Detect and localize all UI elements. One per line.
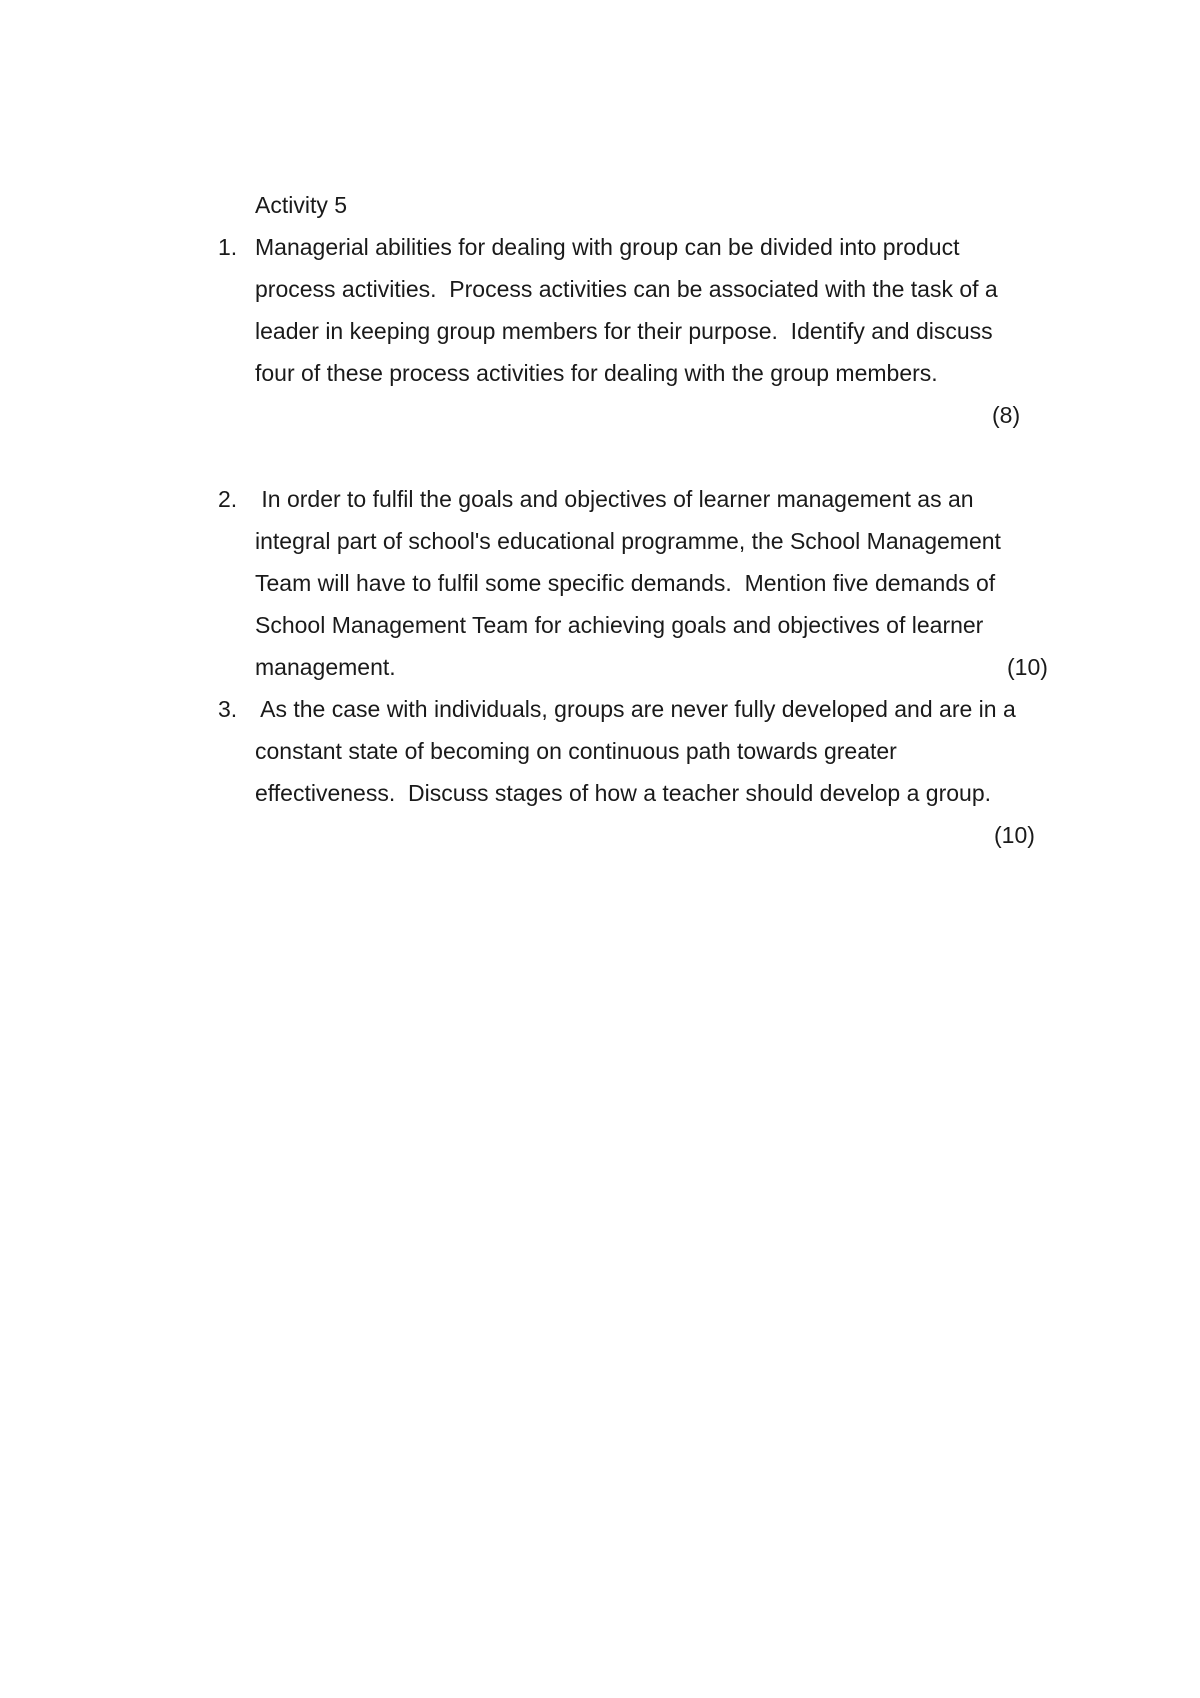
- question-line: four of these process activities for dealing with the group members.: [255, 360, 938, 386]
- activity-title: Activity 5: [255, 192, 348, 218]
- question-marks: (10): [1007, 654, 1048, 680]
- question-text: [255, 478, 1065, 688]
- question-line: As the case with individuals, groups are never fully developed and are in a: [255, 696, 1016, 722]
- question-line: School Management Team for achieving goals and objectives of learner: [255, 612, 984, 638]
- question-line: Managerial abilities for dealing with group can be divided into product: [255, 234, 960, 260]
- question-line: Team will have to fulfil some specific demands. Mention five demands of: [255, 570, 996, 596]
- question-line: In order to fulfil the goals and objectives of learner management as an: [255, 486, 974, 512]
- question-number: 2.: [218, 486, 238, 512]
- question-text: [255, 226, 1065, 428]
- question-line: process activities. Process activities can be associated with the task of a: [255, 276, 998, 302]
- question-line: integral part of school's educational programme, the School Management: [255, 528, 1001, 554]
- question-line: effectiveness. Discuss stages of how a teacher should develop a group.: [255, 780, 992, 806]
- question-number: 1.: [218, 234, 238, 260]
- question-line: management.: [255, 654, 396, 680]
- question-line: constant state of becoming on continuous path towards greater: [255, 738, 897, 764]
- question-marks: (10): [994, 822, 1035, 848]
- question-line: leader in keeping group members for their purpose. Identify and discuss: [255, 318, 993, 344]
- question-text: [255, 688, 1065, 848]
- question-number: 3.: [218, 696, 238, 722]
- question-marks: (8): [992, 402, 1021, 428]
